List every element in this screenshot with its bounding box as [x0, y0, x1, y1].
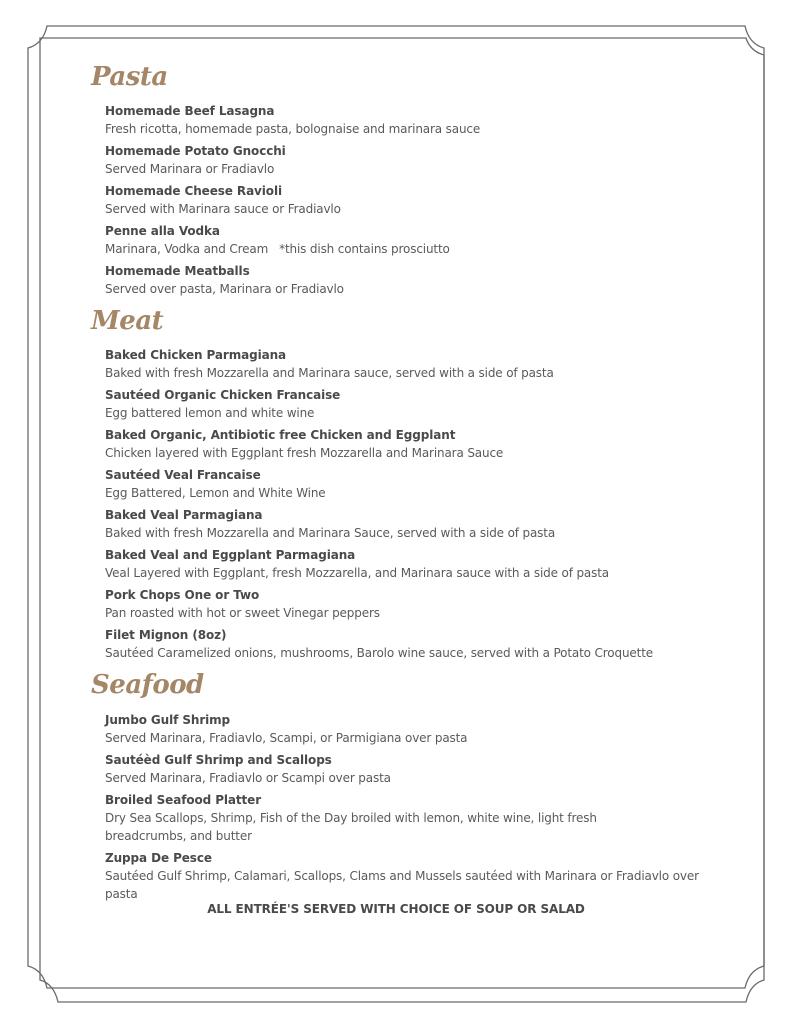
item-name: Jumbo Gulf Shrimp	[105, 713, 231, 727]
section-title-meat: Meat	[91, 306, 164, 336]
item-description: Served Marinara, Fradiavlo, Scampi, or Parmigiana over pasta	[105, 731, 468, 745]
item-name: Pork Chops One or Two	[105, 588, 260, 602]
menu-item	[105, 263, 705, 298]
item-name: Baked Chicken Parmagiana	[105, 348, 287, 362]
item-name: Filet Mignon (8oz)	[105, 628, 227, 642]
menu-item	[105, 547, 705, 582]
menu-item	[105, 587, 705, 622]
item-description: Served with Marinara sauce or Fradiavlo	[105, 202, 341, 216]
item-description: Veal Layered with Eggplant, fresh Mozzarella, and Marinara sauce with a side of pasta	[105, 566, 609, 580]
menu-item	[105, 712, 705, 747]
item-description: Served Marinara or Fradiavlo	[105, 162, 275, 176]
item-description: Marinara, Vodka and Cream *this dish contains prosciutto	[105, 242, 450, 256]
menu-item	[105, 627, 705, 662]
item-description: Sautéed Caramelized onions, mushrooms, Barolo wine sauce, served with a Potato Croquette	[105, 646, 653, 660]
menu-item	[105, 347, 705, 382]
item-name: Baked Veal Parmagiana	[105, 508, 263, 522]
item-name: Baked Organic, Antibiotic free Chicken and Eggplant	[105, 428, 456, 442]
item-description: Baked with fresh Mozzarella and Marinara sauce, served with a side of pasta	[105, 366, 554, 380]
menu-item	[105, 223, 705, 258]
item-name: Homemade Beef Lasagna	[105, 104, 275, 118]
item-description: Served Marinara, Fradiavlo or Scampi over pasta	[105, 771, 391, 785]
section-title-seafood: Seafood	[91, 670, 204, 700]
footer-note: ALL ENTRÉE'S SERVED WITH CHOICE OF SOUP OR SALAD	[207, 902, 585, 916]
item-description: Fresh ricotta, homemade pasta, bolognaise and marinara sauce	[105, 122, 481, 136]
item-name: Baked Veal and Eggplant Parmagiana	[105, 548, 356, 562]
item-description: Egg Battered, Lemon and White Wine	[105, 486, 326, 500]
item-description: Pan roasted with hot or sweet Vinegar peppers	[105, 606, 380, 620]
menu-item	[105, 387, 705, 422]
menu-item	[105, 467, 705, 502]
menu-item	[105, 507, 705, 542]
item-description: Baked with fresh Mozzarella and Marinara Sauce, served with a side of pasta	[105, 526, 556, 540]
item-description: Served over pasta, Marinara or Fradiavlo	[105, 282, 344, 296]
menu-item	[105, 183, 705, 218]
item-name: Sautéèd Gulf Shrimp and Scallops	[105, 753, 332, 767]
item-description: Chicken layered with Eggplant fresh Mozzarella and Marinara Sauce	[105, 446, 504, 460]
item-description: Sautéed Gulf Shrimp, Calamari, Scallops, Clams and Mussels sautéed with Marinara or Fradiavlo over pasta	[105, 869, 699, 901]
menu-item	[105, 850, 705, 903]
item-description: Egg battered lemon and white wine	[105, 406, 315, 420]
menu-item	[105, 427, 705, 462]
menu-item	[105, 103, 705, 138]
item-name: Homemade Meatballs	[105, 264, 250, 278]
menu-item	[105, 792, 645, 845]
item-description: Dry Sea Scallops, Shrimp, Fish of the Day broiled with lemon, white wine, light fresh breadcrumbs, and butter	[105, 811, 597, 843]
item-name: Sautéed Veal Francaise	[105, 468, 261, 482]
item-name: Sautéed Organic Chicken Francaise	[105, 388, 341, 402]
menu-item	[105, 752, 705, 787]
item-name: Zuppa De Pesce	[105, 851, 212, 865]
item-name: Homemade Cheese Ravioli	[105, 184, 282, 198]
item-name: Penne alla Vodka	[105, 224, 220, 238]
section-title-pasta: Pasta	[91, 62, 168, 92]
menu-item	[105, 143, 705, 178]
item-name: Broiled Seafood Platter	[105, 793, 262, 807]
item-name: Homemade Potato Gnocchi	[105, 144, 286, 158]
